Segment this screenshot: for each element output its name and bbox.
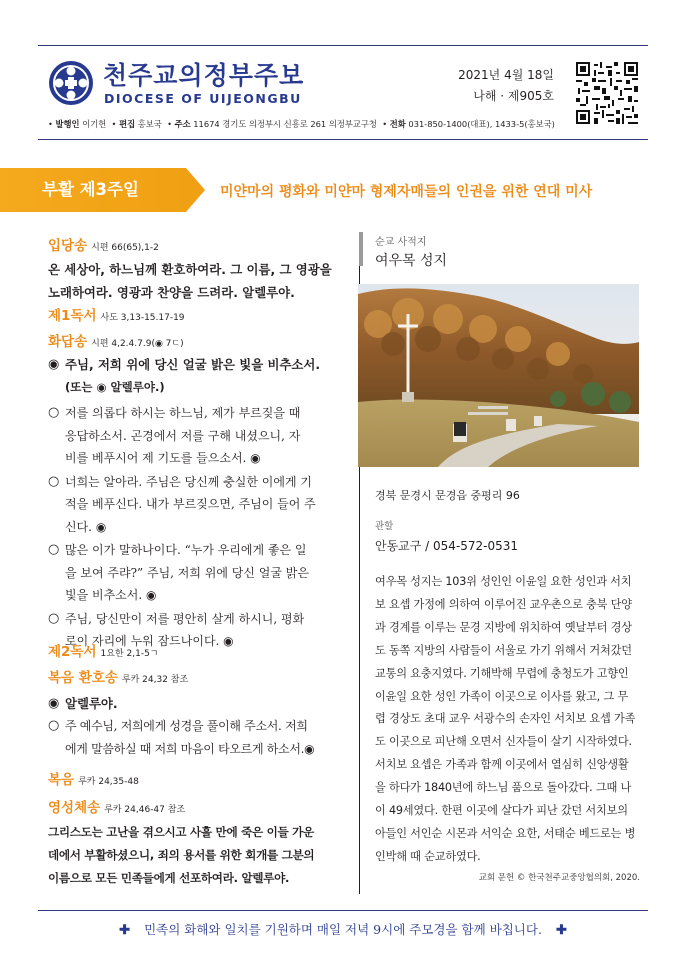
text-line: 알렐루야. — [65, 696, 118, 711]
section-heading: 입당송 — [48, 238, 88, 254]
shrine-name: 여우목 성지 — [375, 253, 448, 269]
text-line: 에게 말씀하실 때 저희 마음이 타오르게 하소서.◉ — [65, 741, 315, 756]
text-line: 주님, 당신만이 저를 평안히 살게 하시니, 평화 — [65, 611, 305, 626]
verse-mark-icon: ○ — [48, 405, 60, 420]
text-line: (또는 ◉ 알렐루야.) — [65, 380, 165, 394]
communion-antiphon — [48, 796, 348, 890]
text-line: 교통의 요충지였다. 기해박해 무렵에 충청도가 고향인 — [375, 666, 629, 680]
top-rule — [38, 45, 648, 46]
text-line: 데에서 부활하셨으니, 죄의 용서를 위한 회개를 그분의 — [48, 848, 315, 862]
section-marker — [359, 232, 363, 266]
scripture-ref: 시편 66(65),1-2 — [91, 243, 159, 253]
section-heading: 복음 환호송 — [48, 670, 118, 686]
text-line: 도 이곳으로 피난해 오면서 신자들이 살기 시작하였다. — [375, 735, 632, 749]
text-line: 빛을 비추소서. ◉ — [65, 588, 157, 602]
text-line: 을 보여 주랴?” 주님, 저희 위에 당신 얼굴 밝은 — [65, 565, 309, 580]
text-line: 적을 베푸신다. 내가 부르짖으면, 주님이 들어 주 — [65, 497, 316, 511]
text-line: 서치보 요셉은 가족과 함께 이곳에서 열심히 신앙생활 — [375, 758, 629, 772]
jurisdiction-label: 관할 — [375, 521, 394, 532]
acclamation-verse — [48, 715, 342, 760]
text-line: 온 세상아, 하느님께 환호하여라. 그 이름, 그 영광을 — [48, 262, 332, 277]
scripture-ref: 루카 24,46-47 참조 — [104, 805, 186, 815]
text-line: 보 요셉 가정에 의하여 이루어진 교우촌으로 충북 단양 — [375, 597, 632, 611]
text-line: 로이 자리에 누워 잠드나이다. ◉ — [65, 634, 234, 648]
text-line: 아들인 서인순 시몬과 서익순 요한, 서태순 베드로는 병 — [375, 826, 636, 840]
qr-code-icon — [576, 62, 638, 124]
verse-mark-icon: ○ — [48, 542, 60, 557]
scripture-ref: 루카 24,32 참조 — [121, 675, 189, 685]
mass-intention-title: 미얀마의 평화와 미얀마 형제자매들의 인권을 위한 연대 미사 — [220, 184, 593, 200]
verse-mark-icon: ○ — [48, 473, 60, 489]
header-divider — [38, 139, 648, 140]
acclamation-response — [48, 692, 342, 715]
text-line: 여우목 성지는 103위 성인인 이윤일 요한 성인과 서치 — [375, 575, 632, 588]
text-line: 이름으로 모든 민족들에게 선포하여라. 알렐루야. — [48, 871, 290, 885]
section-heading: 영성체송 — [48, 800, 101, 816]
second-reading — [48, 640, 342, 660]
issue-date: 2021년 4월 18일 — [458, 68, 554, 82]
scripture-ref: 사도 3,13-15.17-19 — [100, 313, 185, 323]
scripture-ref: 시편 4,2.4.7.9(◉ 7ㄷ) — [91, 339, 184, 349]
publication-info: • 발행인 이기헌 • 편집 홍보국 • 주소 11674 경기도 의정부시 신흥로 261 의정부교구청 • 전화 031-850-1400(대표), 1433-5(홍보국) — [48, 119, 555, 129]
footer-divider — [38, 910, 648, 911]
cross-icon: ✚ — [555, 923, 567, 938]
gospel — [48, 768, 342, 788]
text-line: 이윤일 요한 성인 가족이 이곳으로 이사를 왔고, 그 무 — [375, 689, 628, 703]
scripture-ref: 1요한 2,1-5ㄱ — [100, 649, 159, 659]
text-line: 많은 이가 말하나이다. “누가 우리에게 좋은 일 — [65, 543, 307, 557]
text-line: 도 동쪽 지방의 사람들이 서울로 가기 위해서 거쳐갔던 — [375, 643, 632, 657]
verse-mark-icon: ○ — [48, 718, 60, 733]
text-line: 주 예수님, 저희에게 성경을 풀이해 주소서. 저희 — [65, 719, 308, 733]
section-heading: 제2독서 — [48, 644, 97, 660]
gospel-acclamation — [48, 666, 342, 760]
text-line: 저를 의롭다 하시는 하느님, 제가 부르짖을 때 — [65, 406, 301, 420]
shrine-address: 경북 문경시 문경읍 중평리 96 — [375, 489, 520, 502]
diocese-logo-icon — [48, 60, 94, 106]
entrance-antiphon — [48, 234, 342, 304]
text-line: 응답하소서. 곤경에서 저를 구해 내셨으니, 자 — [65, 428, 301, 443]
psalm-verse — [48, 402, 342, 470]
text-line: 을 하다가 1840년에 하느님 품으로 돌아갔다. 그때 나 — [375, 781, 632, 795]
sunday-label: 부활 제3주일 — [42, 180, 139, 199]
text-line: 신다. ◉ — [65, 519, 107, 534]
footer-message — [0, 920, 686, 938]
section-label: 순교 사적지 — [375, 237, 427, 248]
newsletter-title: 천주교의정부주보 — [103, 61, 305, 90]
first-reading — [48, 304, 342, 324]
text-line: 그리스도는 고난을 겪으시고 사흘 만에 죽은 이들 가운 — [48, 825, 314, 839]
psalm-response — [48, 354, 342, 398]
shrine-history — [375, 571, 643, 869]
issue-number: 나해 · 제905호 — [473, 89, 554, 103]
section-heading: 복음 — [48, 772, 75, 788]
jurisdiction-contact: 안동교구 / 054-572-0531 — [375, 539, 519, 553]
text-line: 너희는 알아라. 주님은 당신께 충실한 이에게 기 — [65, 474, 312, 489]
section-heading: 화답송 — [48, 334, 88, 350]
text-line: 이 49세였다. 한편 이곳에 살다가 피난 갔던 서치보의 — [375, 804, 628, 818]
text-line: 과 경계를 이루는 문경 지방에 위치하여 옛날부터 경상 — [375, 620, 632, 634]
text-line: 인박해 때 순교하였다. — [375, 849, 481, 863]
response-mark-icon: ◉ — [48, 357, 60, 372]
responsorial-psalm — [48, 330, 342, 653]
scripture-ref: 루카 24,35-48 — [78, 777, 139, 787]
text-line: 비를 베푸시어 제 기도를 들으소서. ◉ — [65, 451, 261, 465]
psalm-verse — [48, 471, 342, 539]
source-credit: 교회 문헌 © 한국천주교중앙협의회, 2020. — [478, 873, 640, 883]
text-line: 노래하여라. 영광과 찬양을 드려라. 알렐루야. — [48, 285, 295, 300]
text-line: 주님, 저희 위에 당신 얼굴 밝은 빛을 비추소서. — [65, 357, 321, 372]
section-heading: 제1독서 — [48, 308, 97, 324]
response-mark-icon: ◉ — [48, 696, 60, 711]
newsletter-subtitle: DIOCESE OF UIJEONGBU — [104, 91, 302, 106]
verse-mark-icon: ○ — [48, 610, 60, 626]
text-line: 렵 경상도 초대 교우 서광수의 손자인 서치보 요셉 가족 — [375, 712, 636, 726]
cross-icon: ✚ — [119, 923, 131, 938]
psalm-verse — [48, 539, 342, 607]
footer-text: 민족의 화해와 일치를 기원하며 매일 저녁 9시에 주모경을 함께 바칩니다. — [144, 922, 542, 937]
shrine-photo — [358, 284, 639, 467]
